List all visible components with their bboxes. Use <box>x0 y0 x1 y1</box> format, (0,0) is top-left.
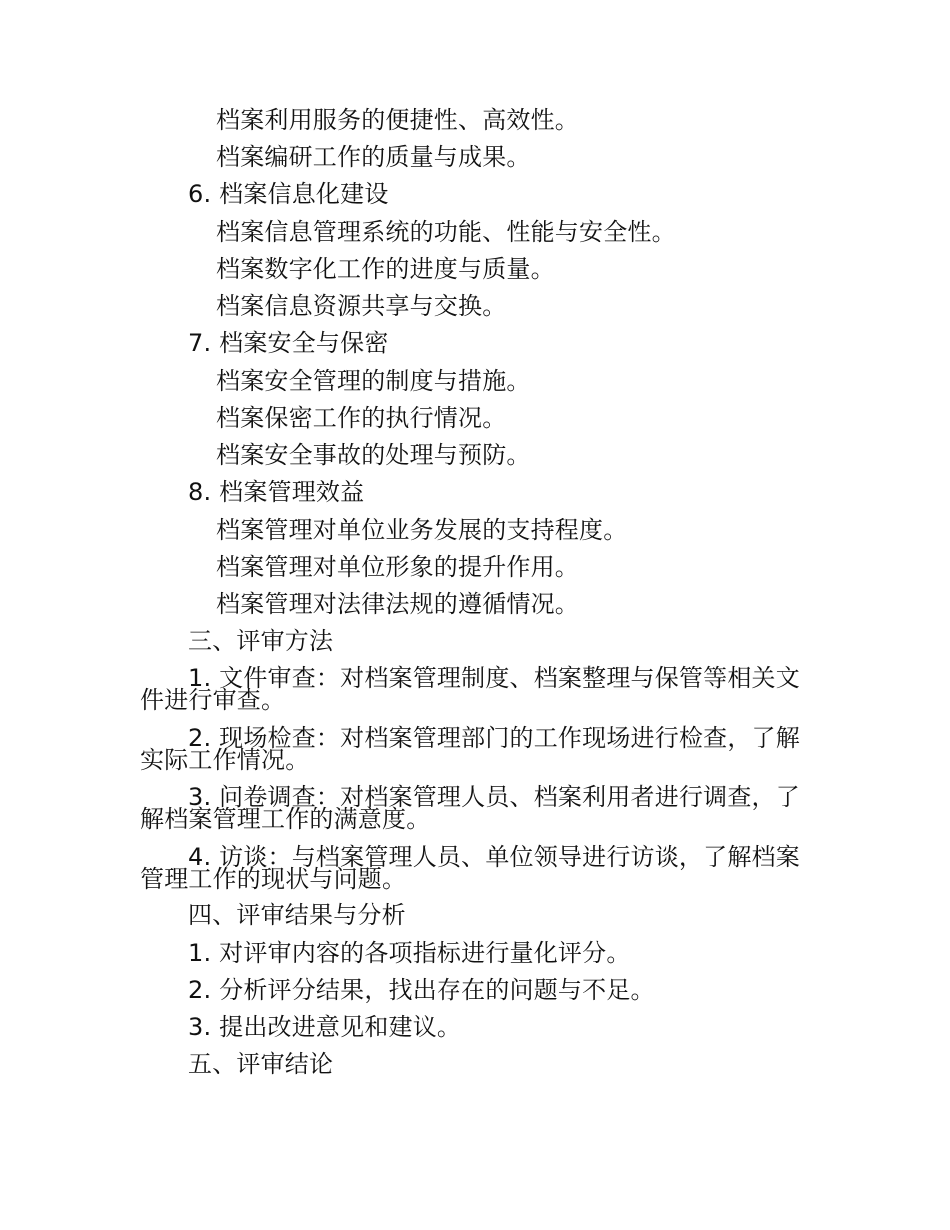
method-paragraph: 2. 现场检查：对档案管理部门的工作现场进行检查，了解实际工作情况。 <box>140 724 800 774</box>
result-item: 3. 提出改进意见和建议。 <box>188 1013 462 1041</box>
result-item: 1. 对评审内容的各项指标进行量化评分。 <box>188 939 631 967</box>
list-item: 档案信息资源共享与交换。 <box>216 292 507 320</box>
section3-heading: 三、评审方法 <box>188 627 334 655</box>
list-item: 档案安全管理的制度与措施。 <box>216 367 531 395</box>
list-item: 档案保密工作的执行情况。 <box>216 404 507 432</box>
list-item: 档案数字化工作的进度与质量。 <box>216 255 555 283</box>
section4-heading: 四、评审结果与分析 <box>188 901 406 929</box>
method-paragraph: 4. 访谈：与档案管理人员、单位领导进行访谈，了解档案管理工作的现状与问题。 <box>140 843 800 893</box>
list-item: 档案管理对单位形象的提升作用。 <box>216 553 579 581</box>
list-item: 档案安全事故的处理与预防。 <box>216 441 531 469</box>
item8-heading: 8. 档案管理效益 <box>188 478 365 506</box>
list-item: 档案管理对法律法规的遵循情况。 <box>216 590 579 618</box>
list-item: 档案利用服务的便捷性、高效性。 <box>216 106 579 134</box>
section5-heading: 五、评审结论 <box>188 1050 334 1078</box>
item6-heading: 6. 档案信息化建设 <box>188 180 389 208</box>
list-item: 档案编研工作的质量与成果。 <box>216 143 531 171</box>
item7-heading: 7. 档案安全与保密 <box>188 329 389 357</box>
method-paragraph: 1. 文件审查：对档案管理制度、档案整理与保管等相关文件进行审查。 <box>140 664 800 714</box>
method-paragraph: 3. 问卷调查：对档案管理人员、档案利用者进行调查，了解档案管理工作的满意度。 <box>140 783 800 833</box>
result-item: 2. 分析评分结果，找出存在的问题与不足。 <box>188 976 655 1004</box>
list-item: 档案管理对单位业务发展的支持程度。 <box>216 516 628 544</box>
list-item: 档案信息管理系统的功能、性能与安全性。 <box>216 218 676 246</box>
